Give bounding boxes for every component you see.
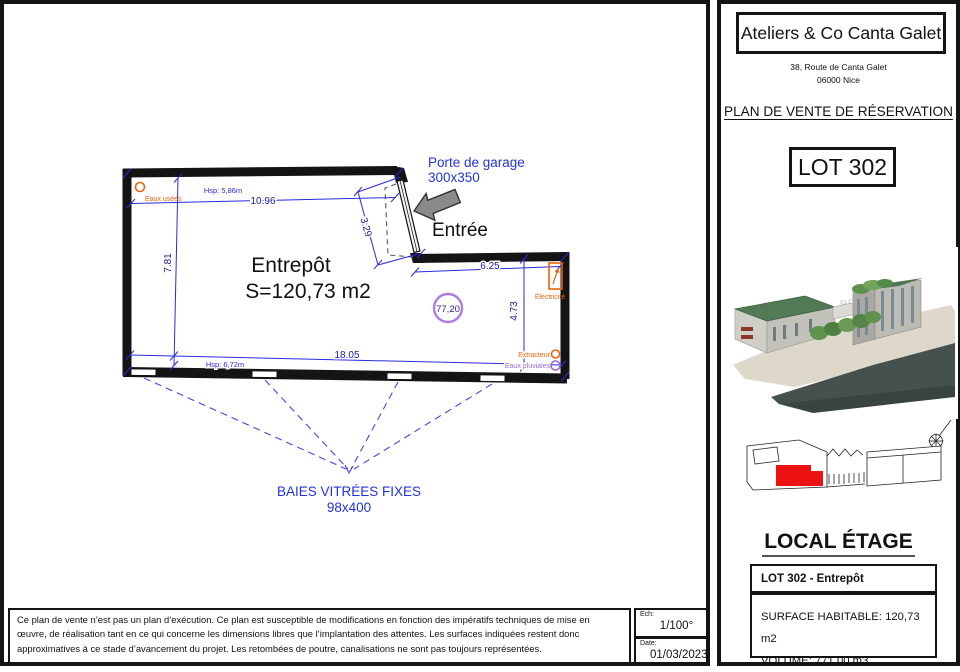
document-title — [721, 104, 956, 119]
glazing-leader-arrowhead — [345, 465, 353, 473]
extracteur-marker — [518, 350, 559, 359]
hsp-top-label: Hsp: 5,86m — [203, 186, 243, 195]
room-name-label: Entrepôt — [251, 254, 331, 277]
dim-top-label: 10.96 — [250, 196, 276, 207]
date-box — [634, 637, 710, 666]
floor-title-text: LOCAL ÉTAGE — [762, 530, 915, 557]
scale-value: 1/100° — [659, 620, 694, 632]
north-arrow-icon — [929, 420, 952, 449]
document-title-text: PLAN DE VENTE DE RÉSERVATION — [724, 104, 953, 119]
company-name-box — [736, 12, 946, 54]
address-line-2: 06000 Nice — [816, 75, 860, 85]
dim-right-label: 4.73 — [509, 301, 520, 321]
dim-left-label: 7.81 — [163, 253, 174, 273]
hsp-bottom-label: Hsp: 6,72m — [205, 360, 245, 369]
disclaimer-box — [8, 608, 631, 666]
entry-label: Entrée — [432, 220, 488, 241]
glazing-size-label: 98x400 — [326, 500, 372, 515]
dimension-labels — [163, 186, 520, 369]
address-line-1: 38, Route de Canta Galet — [790, 62, 887, 72]
building-3d-render — [723, 247, 958, 419]
scale-label: Ech: — [640, 611, 655, 618]
date-value: 01/03/2023 — [650, 649, 708, 661]
glazing-leaders — [144, 378, 492, 469]
date-label: Date: — [640, 640, 657, 647]
room-area-label: S=120,73 m2 — [245, 280, 371, 303]
garage-door — [385, 180, 420, 257]
floor-title — [721, 530, 956, 554]
level-value-label: 77,20 — [436, 304, 460, 315]
company-name: Ateliers & Co Canta Galet — [740, 22, 942, 43]
key-plan — [743, 416, 958, 511]
electricite-label: Électricité — [534, 294, 566, 301]
lot-number: LOT 302 — [797, 153, 888, 180]
volume-line: VOLUME: 771,00 m3 — [761, 655, 869, 667]
eaux-usees-marker — [136, 183, 183, 204]
level-mark — [434, 294, 462, 322]
glazing-label: BAIES VITRÉES FIXES — [276, 484, 422, 499]
floor-plan-drawing — [4, 4, 710, 604]
eaux-pluviales-marker — [505, 361, 560, 370]
eaux-pluviales-label: Eaux pluviales — [504, 363, 550, 370]
lot-caption: LOT 302 - Entrepôt — [761, 572, 864, 585]
garage-door-size-label: 300x350 — [428, 170, 480, 185]
surface-box — [750, 593, 937, 667]
lot-number-box — [789, 147, 896, 187]
dim-door-label: 3.29 — [357, 216, 374, 239]
lot-caption-box — [750, 564, 937, 593]
company-address — [721, 61, 956, 87]
disclaimer-text: Ce plan de vente n’est pas un plan d’exécution. Ce plan est susceptible de modifications en fonction des impératifs techniques de mise en œuvre, de réalisation tant en ce qui concerne les dimensions libres que l’implantation des attentes. Les surfaces indiquées restent donc approximatives à ce stade d’avancement du projet. Les retombées de poutre, canalisations ne sont pas toujours représentées. — [17, 614, 590, 654]
eaux-usees-label: Eaux usées — [145, 196, 182, 203]
garage-door-label: Porte de garage — [428, 155, 525, 170]
scale-box — [634, 608, 710, 638]
dim-bottom-label: 18.05 — [334, 350, 360, 361]
surface-line: SURFACE HABITABLE: 120,73 m2 — [761, 611, 920, 645]
entry-arrow-icon — [411, 186, 463, 225]
walls — [123, 166, 567, 379]
dim-right-top-label: 6.25 — [480, 261, 500, 272]
extracteur-label: Extracteur — [518, 352, 550, 359]
title-block — [717, 0, 960, 666]
